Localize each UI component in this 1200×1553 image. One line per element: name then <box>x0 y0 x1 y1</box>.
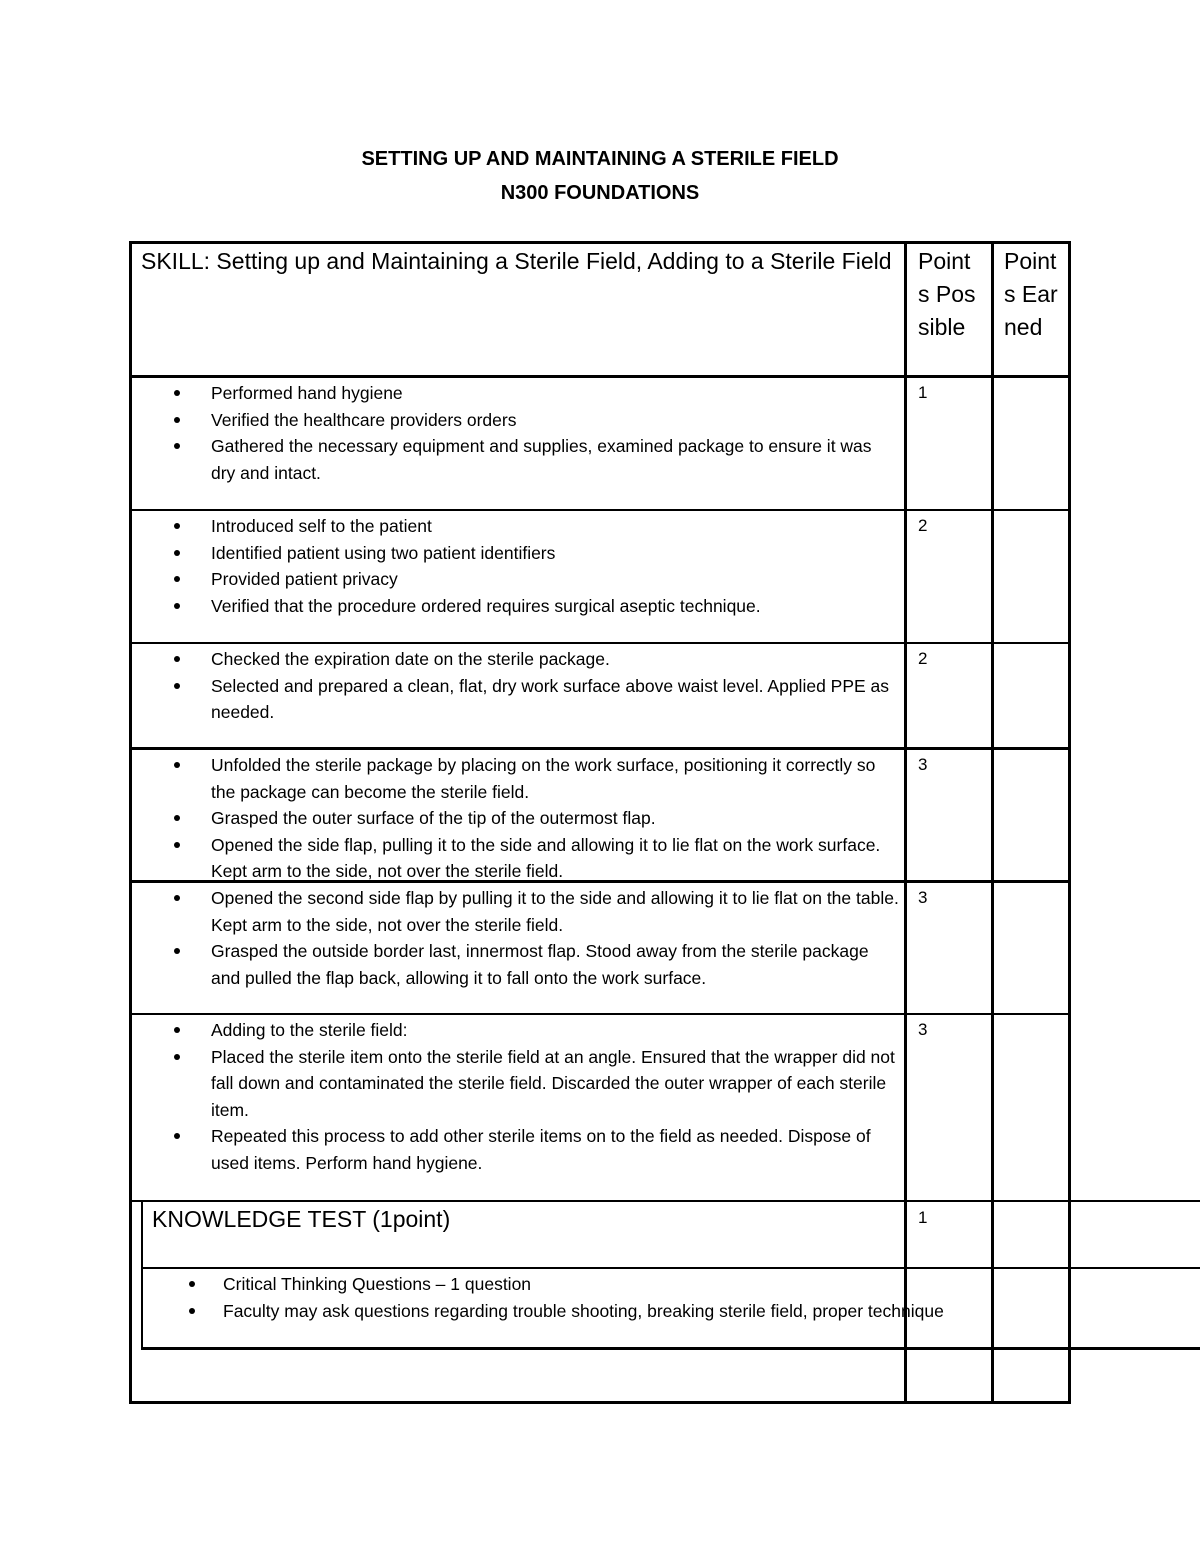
step-item: Repeated this process to add other sterile items on to the field as needed. Dispose of used items. Perform hand hygiene. <box>129 1123 899 1176</box>
step-item: Introduced self to the patient <box>129 513 899 540</box>
step-item: Grasped the outer surface of the tip of the outermost flap. <box>129 805 899 832</box>
points-possible-header: Points Possible <box>918 248 976 340</box>
step-item: Verified that the procedure ordered requires surgical aseptic technique. <box>129 593 899 620</box>
step-item: Adding to the sterile field: <box>129 1017 899 1044</box>
knowledge-test-label: KNOWLEDGE TEST (1point) <box>152 1206 451 1232</box>
knowledge-test-points: 1 <box>918 1208 928 1227</box>
step-item: Verified the healthcare providers orders <box>129 407 899 434</box>
step-row-1 <box>129 380 899 486</box>
step-row-6 <box>129 1017 899 1176</box>
points-possible-value: 1 <box>918 383 928 402</box>
step-item: Opened the side flap, pulling it to the side and allowing it to lie flat on the work surface. Kept arm to the side, not over the sterile field. <box>129 832 899 885</box>
step-item: Gathered the necessary equipment and supplies, examined package to ensure it was dry and intact. <box>129 433 899 486</box>
document-subtitle: N300 FOUNDATIONS <box>500 182 700 204</box>
step-row-3 <box>129 646 899 726</box>
step-item: Opened the second side flap by pulling it to the side and allowing it to lie flat on the table. Kept arm to the side, not over the sterile field. <box>129 885 899 938</box>
document-title: SETTING UP AND MAINTAINING A STERILE FIELD <box>361 148 839 170</box>
knowledge-test-item: Faculty may ask questions regarding trouble shooting, breaking sterile field, proper technique <box>143 1298 1193 1325</box>
step-row-4 <box>129 752 899 885</box>
skill-header: SKILL: Setting up and Maintaining a Sterile Field, Adding to a Sterile Field <box>141 248 892 274</box>
step-item: Unfolded the sterile package by placing on the work surface, positioning it correctly so the package can become the sterile field. <box>129 752 899 805</box>
points-possible-value: 3 <box>918 888 928 907</box>
knowledge-test-items <box>143 1271 1193 1325</box>
points-earned-header: Points Earned <box>1004 248 1058 340</box>
step-item: Checked the expiration date on the sterile package. <box>129 646 899 673</box>
step-item: Identified patient using two patient identifiers <box>129 540 899 567</box>
step-item: Selected and prepared a clean, flat, dry work surface above waist level. Applied PPE as needed. <box>129 673 899 726</box>
step-row-2 <box>129 513 899 619</box>
step-item: Grasped the outside border last, innermost flap. Stood away from the sterile package and pulled the flap back, allowing it to fall onto the work surface. <box>129 938 899 991</box>
points-possible-value: 2 <box>918 516 928 535</box>
step-item: Placed the sterile item onto the sterile field at an angle. Ensured that the wrapper did not fall down and contaminated the sterile field. Discarded the outer wrapper of each sterile item. <box>129 1044 899 1124</box>
step-item: Performed hand hygiene <box>129 380 899 407</box>
points-possible-value: 3 <box>918 1020 928 1039</box>
step-item: Provided patient privacy <box>129 566 899 593</box>
points-possible-value: 2 <box>918 649 928 668</box>
points-possible-value: 3 <box>918 755 928 774</box>
step-row-5 <box>129 885 899 991</box>
knowledge-test-item: Critical Thinking Questions – 1 question <box>143 1271 1193 1298</box>
